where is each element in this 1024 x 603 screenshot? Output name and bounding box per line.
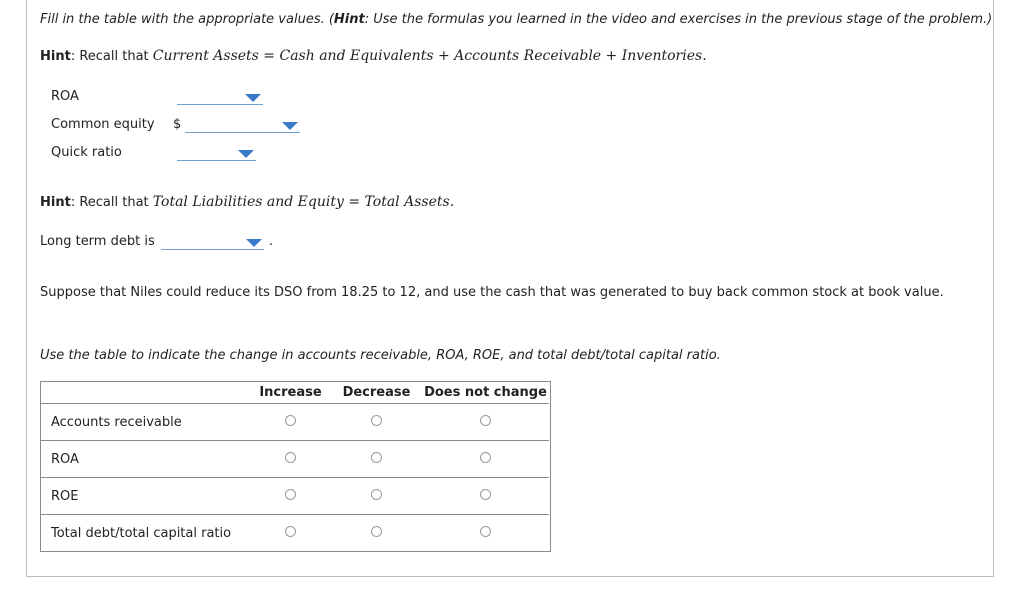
radio-decrease[interactable]	[371, 452, 382, 463]
row-label-roa: ROA	[40, 441, 250, 478]
change-table	[40, 381, 549, 551]
header-does-not-change: Does not change	[424, 384, 547, 400]
hint-label: Hint	[40, 49, 71, 64]
roa-label: ROA	[51, 89, 79, 104]
long-term-debt-dropdown[interactable]	[161, 237, 264, 250]
radio-increase[interactable]	[285, 489, 296, 500]
table-row	[40, 478, 549, 515]
table-row	[40, 515, 549, 552]
row-label-roe: ROE	[40, 478, 250, 515]
quick-ratio-dropdown[interactable]	[177, 148, 256, 161]
radio-does-not-change[interactable]	[480, 526, 491, 537]
hint-total-assets: Hint: Recall that Total Liabilities and Equity = Total Assets.	[40, 194, 455, 210]
chevron-down-icon	[238, 150, 254, 158]
chevron-down-icon	[245, 94, 261, 102]
quick-ratio-label: Quick ratio	[51, 145, 122, 160]
radio-decrease[interactable]	[371, 526, 382, 537]
hint-current-assets: Hint: Recall that Current Assets = Cash and Equivalents + Accounts Receivable + Inventories.	[40, 48, 707, 64]
table-instruction: Use the table to indicate the change in accounts receivable, ROA, ROE, and total debt/total capital ratio.	[40, 348, 721, 363]
radio-increase[interactable]	[285, 452, 296, 463]
roa-dropdown[interactable]	[177, 92, 263, 105]
long-term-debt-label: Long term debt is	[40, 234, 155, 249]
scenario-text: Suppose that Niles could reduce its DSO from 18.25 to 12, and use the cash that was generated to buy back common stock at book value.	[40, 285, 944, 300]
radio-decrease[interactable]	[371, 489, 382, 500]
table-header-row	[40, 381, 549, 404]
dollar-sign: $	[173, 117, 182, 132]
instruction-text: Fill in the table with the appropriate values. (Hint: Use the formulas you learned in the video and exercises in the previous stage of the problem.)	[40, 12, 993, 27]
chevron-down-icon	[246, 239, 262, 247]
period: .	[269, 234, 274, 249]
radio-does-not-change[interactable]	[480, 452, 491, 463]
radio-does-not-change[interactable]	[480, 489, 491, 500]
radio-increase[interactable]	[285, 526, 296, 537]
common-equity-label: Common equity	[51, 117, 155, 132]
header-decrease: Decrease	[342, 384, 411, 400]
table-row	[40, 404, 549, 441]
row-label-total-debt-capital: Total debt/total capital ratio	[40, 515, 250, 552]
radio-decrease[interactable]	[371, 415, 382, 426]
radio-increase[interactable]	[285, 415, 296, 426]
chevron-down-icon	[282, 122, 298, 130]
instruction-hint-label: Hint	[333, 12, 365, 27]
header-increase: Increase	[259, 384, 322, 400]
hint-label: Hint	[40, 195, 71, 210]
table-header-blank	[40, 381, 250, 404]
table-row	[40, 441, 549, 478]
common-equity-dropdown[interactable]	[185, 120, 300, 133]
row-label-accounts-receivable: Accounts receivable	[40, 404, 250, 441]
radio-does-not-change[interactable]	[480, 415, 491, 426]
